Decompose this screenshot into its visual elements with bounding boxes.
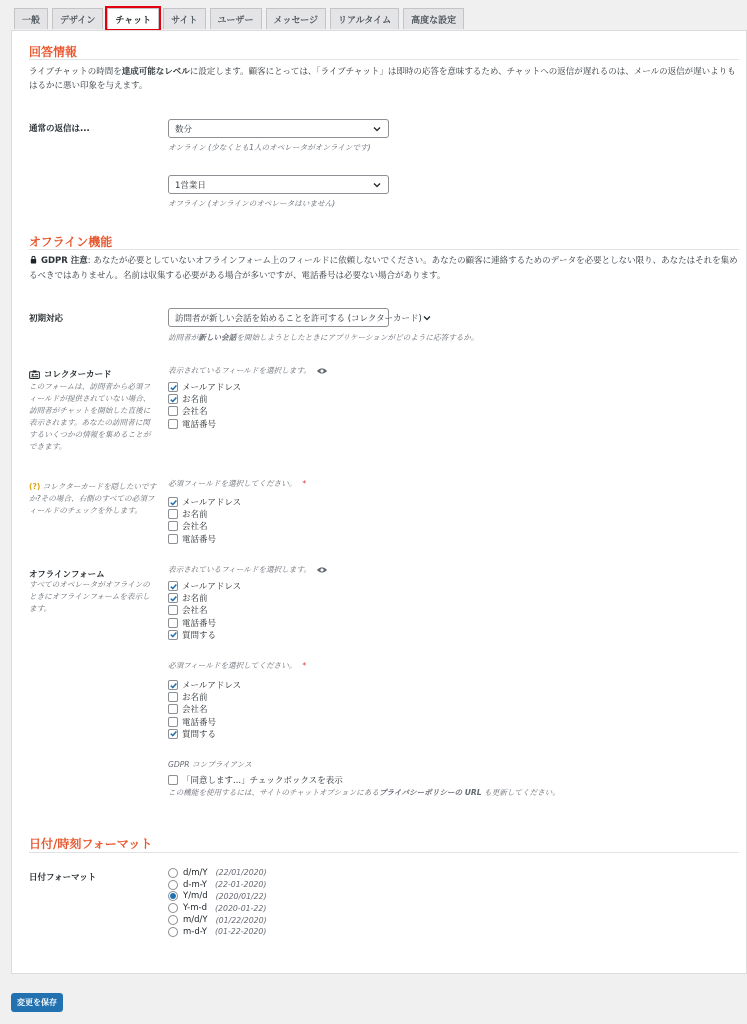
checkbox-box[interactable] (168, 775, 178, 785)
collector-card-description: このフォームは、訪問者から必須フィールドが提供されていない場合、訪問者がチャットを開始した直後に表示されます。あなたの訪問者に関するいくつかの情報を集めることができます。 (29, 382, 151, 451)
field-checkbox-label: 電話番号 (182, 717, 217, 728)
tab-advanced[interactable]: 高度な設定 (403, 8, 464, 29)
field-checkbox-label: メールアドレス (182, 681, 242, 692)
checkbox-unchecked[interactable] (168, 692, 178, 702)
offline-form-label: オフラインフォーム (29, 570, 105, 580)
date-format-value: m/d/Y (183, 915, 208, 926)
field-checkbox[interactable] (168, 604, 241, 616)
checkbox-unchecked[interactable] (168, 521, 178, 531)
gdpr-consent-checkbox[interactable] (168, 774, 343, 786)
radio-unselected[interactable] (168, 927, 178, 937)
radio-unselected[interactable] (168, 903, 178, 913)
form-shown-fields (168, 580, 241, 641)
checkbox-unchecked[interactable] (168, 509, 178, 519)
field-checkbox[interactable] (168, 691, 241, 703)
checkbox-unchecked[interactable] (168, 618, 178, 628)
collector-card-label: コレクターカード (29, 368, 112, 380)
date-format-value: Y-m-d (183, 903, 207, 914)
settings-tabs (14, 8, 464, 29)
gdpr-compliance-title: GDPR コンプライアンス (168, 760, 252, 769)
date-format-option[interactable] (168, 879, 267, 891)
field-checkbox-label: 電話番号 (182, 419, 217, 430)
field-checkbox[interactable] (168, 381, 241, 393)
checkbox-checked[interactable] (168, 382, 178, 392)
checkbox-checked[interactable] (168, 394, 178, 404)
field-checkbox[interactable] (168, 496, 241, 508)
date-format-value: d-m-Y (183, 879, 207, 890)
id-card-icon (29, 370, 40, 379)
field-checkbox-label: お名前 (182, 594, 208, 605)
date-format-example: (01/22/2020) (215, 915, 267, 925)
date-format-example: (22/01/2020) (215, 868, 267, 878)
collector-shown-hint: 表示されているフィールドを選択します。 (168, 365, 328, 376)
field-checkbox-label: メールアドレス (182, 383, 242, 394)
collector-card-help: (?) コレクターカードを隠したいですか?その場合、右側のすべての必須フィールドのチェックを外します。 (29, 482, 157, 515)
offline-reply-value: 1営業日 (175, 180, 206, 191)
checkbox-unchecked[interactable] (168, 534, 178, 544)
date-format-value: d/m/Y (183, 867, 208, 878)
date-format-option[interactable] (168, 914, 267, 926)
initial-response-value: 訪問者が新しい会話を始めることを許可する (コレクターカード) (175, 313, 422, 324)
section-divider (29, 249, 739, 250)
initial-response-select[interactable] (168, 308, 422, 327)
checkbox-unchecked[interactable] (168, 717, 178, 727)
response-section-title: 回答情報 (29, 45, 78, 59)
field-checkbox[interactable] (168, 617, 241, 629)
eye-icon (316, 367, 328, 375)
lock-icon (29, 255, 38, 269)
save-button[interactable]: 変更を保存 (11, 993, 63, 1012)
field-checkbox[interactable] (168, 405, 241, 417)
offline-form-description: すべてのオペレータがオフラインのときにオフラインフォームを表示します。 (29, 580, 150, 613)
tab-realtime[interactable]: リアルタイム (330, 8, 399, 29)
tab-site[interactable]: サイト (163, 8, 205, 29)
section-divider (29, 852, 739, 853)
field-checkbox-label: 電話番号 (182, 534, 217, 545)
gdpr-notice: GDPR 注意: あなたが必要としていないオフラインフォーム上のフィールドに依頼しないでください。あなたの顧客に連絡するためのデータを必要としない限り、あなたはそれを集めるべきではありません。名前は収集する必要がある場合が多いですが、電話番号は必要ない場合があります。 (29, 256, 738, 281)
tab-messages[interactable]: メッセージ (266, 8, 326, 29)
checkbox-unchecked[interactable] (168, 419, 178, 429)
date-format-example: (01-22-2020) (215, 927, 267, 937)
chevron-down-icon (372, 124, 382, 134)
collector-shown-fields (168, 381, 241, 430)
required-asterisk: * (302, 479, 307, 488)
field-checkbox-label: お名前 (182, 510, 208, 521)
collector-required-hint: 必須フィールドを選択してください。 * (168, 479, 307, 488)
eye-icon (316, 566, 328, 574)
date-format-options (168, 867, 267, 938)
reply-time-label: 通常の返信は... (29, 124, 90, 134)
field-checkbox[interactable] (168, 533, 241, 545)
date-format-example: (22-01-2020) (215, 880, 267, 890)
chevron-down-icon (372, 180, 382, 190)
gdpr-consent-label: 「同意します...」チェックボックスを表示 (182, 776, 343, 787)
radio-unselected[interactable] (168, 868, 178, 878)
checkbox-checked[interactable] (168, 630, 178, 640)
checkbox-checked[interactable] (168, 497, 178, 507)
field-checkbox[interactable] (168, 418, 241, 430)
field-checkbox[interactable] (168, 716, 241, 728)
checkbox-checked[interactable] (168, 680, 178, 690)
date-format-option[interactable] (168, 902, 267, 914)
field-checkbox-label: お名前 (182, 395, 208, 406)
online-reply-hint: オンライン (少なくとも1人のオペレータがオンラインです) (168, 143, 371, 152)
checkbox-checked[interactable] (168, 581, 178, 591)
field-checkbox-label: メールアドレス (182, 582, 242, 593)
field-checkbox[interactable] (168, 520, 241, 532)
datetime-section-title: 日付/時刻フォーマット (29, 837, 153, 851)
tab-general[interactable]: 一般 (14, 8, 48, 29)
online-reply-select[interactable] (168, 119, 389, 138)
checkbox-checked[interactable] (168, 593, 178, 603)
field-checkbox[interactable] (168, 629, 241, 641)
gdpr-consent-group (168, 774, 343, 786)
checkbox-checked[interactable] (168, 729, 178, 739)
date-format-example: (2020/01/22) (215, 891, 267, 901)
field-checkbox[interactable] (168, 592, 241, 604)
date-format-option[interactable] (168, 926, 267, 938)
initial-response-hint: 訪問者が新しい会話を開始しようとしたときにアプリケーションがどのように応答するか。 (168, 333, 479, 342)
checkbox-unchecked[interactable] (168, 605, 178, 615)
radio-unselected[interactable] (168, 915, 178, 925)
checkbox-unchecked[interactable] (168, 406, 178, 416)
field-checkbox[interactable] (168, 580, 241, 592)
settings-panel (11, 30, 747, 974)
offline-section-title: オフライン機能 (29, 235, 113, 249)
offline-reply-hint: オフライン (オンラインのオペレータはいません) (168, 199, 336, 208)
collector-required-fields (168, 496, 241, 545)
date-format-example: (2020-01-22) (215, 903, 267, 913)
field-checkbox[interactable] (168, 679, 241, 691)
field-checkbox[interactable] (168, 508, 241, 520)
field-checkbox[interactable] (168, 393, 241, 405)
checkbox-unchecked[interactable] (168, 704, 178, 714)
field-checkbox[interactable] (168, 703, 241, 715)
radio-selected[interactable] (168, 891, 178, 901)
field-checkbox-label: 会社名 (182, 522, 208, 533)
initial-response-label: 初期対応 (29, 314, 64, 324)
tab-users[interactable]: ユーザー (210, 8, 262, 29)
date-format-value: m-d-Y (183, 926, 207, 937)
chevron-down-icon (422, 313, 432, 323)
field-checkbox-label: 質問する (182, 729, 217, 740)
field-checkbox-label: 会社名 (182, 705, 208, 716)
field-checkbox[interactable] (168, 728, 241, 740)
radio-unselected[interactable] (168, 880, 178, 890)
offline-reply-select[interactable] (168, 175, 389, 194)
field-checkbox-label: お名前 (182, 693, 208, 704)
required-asterisk: * (302, 661, 307, 670)
date-format-option[interactable] (168, 867, 267, 879)
field-checkbox-label: 電話番号 (182, 618, 217, 629)
form-shown-hint: 表示されているフィールドを選択します。 (168, 564, 328, 575)
field-checkbox-label: 会社名 (182, 407, 208, 418)
tab-design[interactable]: デザイン (52, 8, 103, 29)
gdpr-compliance-hint: この機能を使用するには、サイトのチャットオプションにあるプライバシーポリシーの URL も更新してください。 (168, 788, 560, 797)
field-checkbox-label: 質問する (182, 630, 217, 641)
form-required-fields (168, 679, 241, 740)
date-format-option[interactable] (168, 891, 267, 903)
section-divider (29, 59, 739, 60)
field-checkbox-label: 会社名 (182, 606, 208, 617)
field-checkbox-label: メールアドレス (182, 498, 242, 509)
date-format-value: Y/m/d (183, 891, 208, 902)
form-required-hint: 必須フィールドを選択してください。 * (168, 661, 307, 670)
tab-chat[interactable]: チャット (107, 8, 159, 29)
date-format-label: 日付フォーマット (29, 873, 97, 883)
online-reply-value: 数分 (175, 124, 193, 135)
response-description: ライブチャットの時間を達成可能なレベルに設定します。顧客にとっては、「ライブチャット」は即時の応答を意味するため、チャットへの返信が遅れるのは、メールの返信が遅いよりもはるかに悪い印象を与えます。 (29, 67, 736, 91)
